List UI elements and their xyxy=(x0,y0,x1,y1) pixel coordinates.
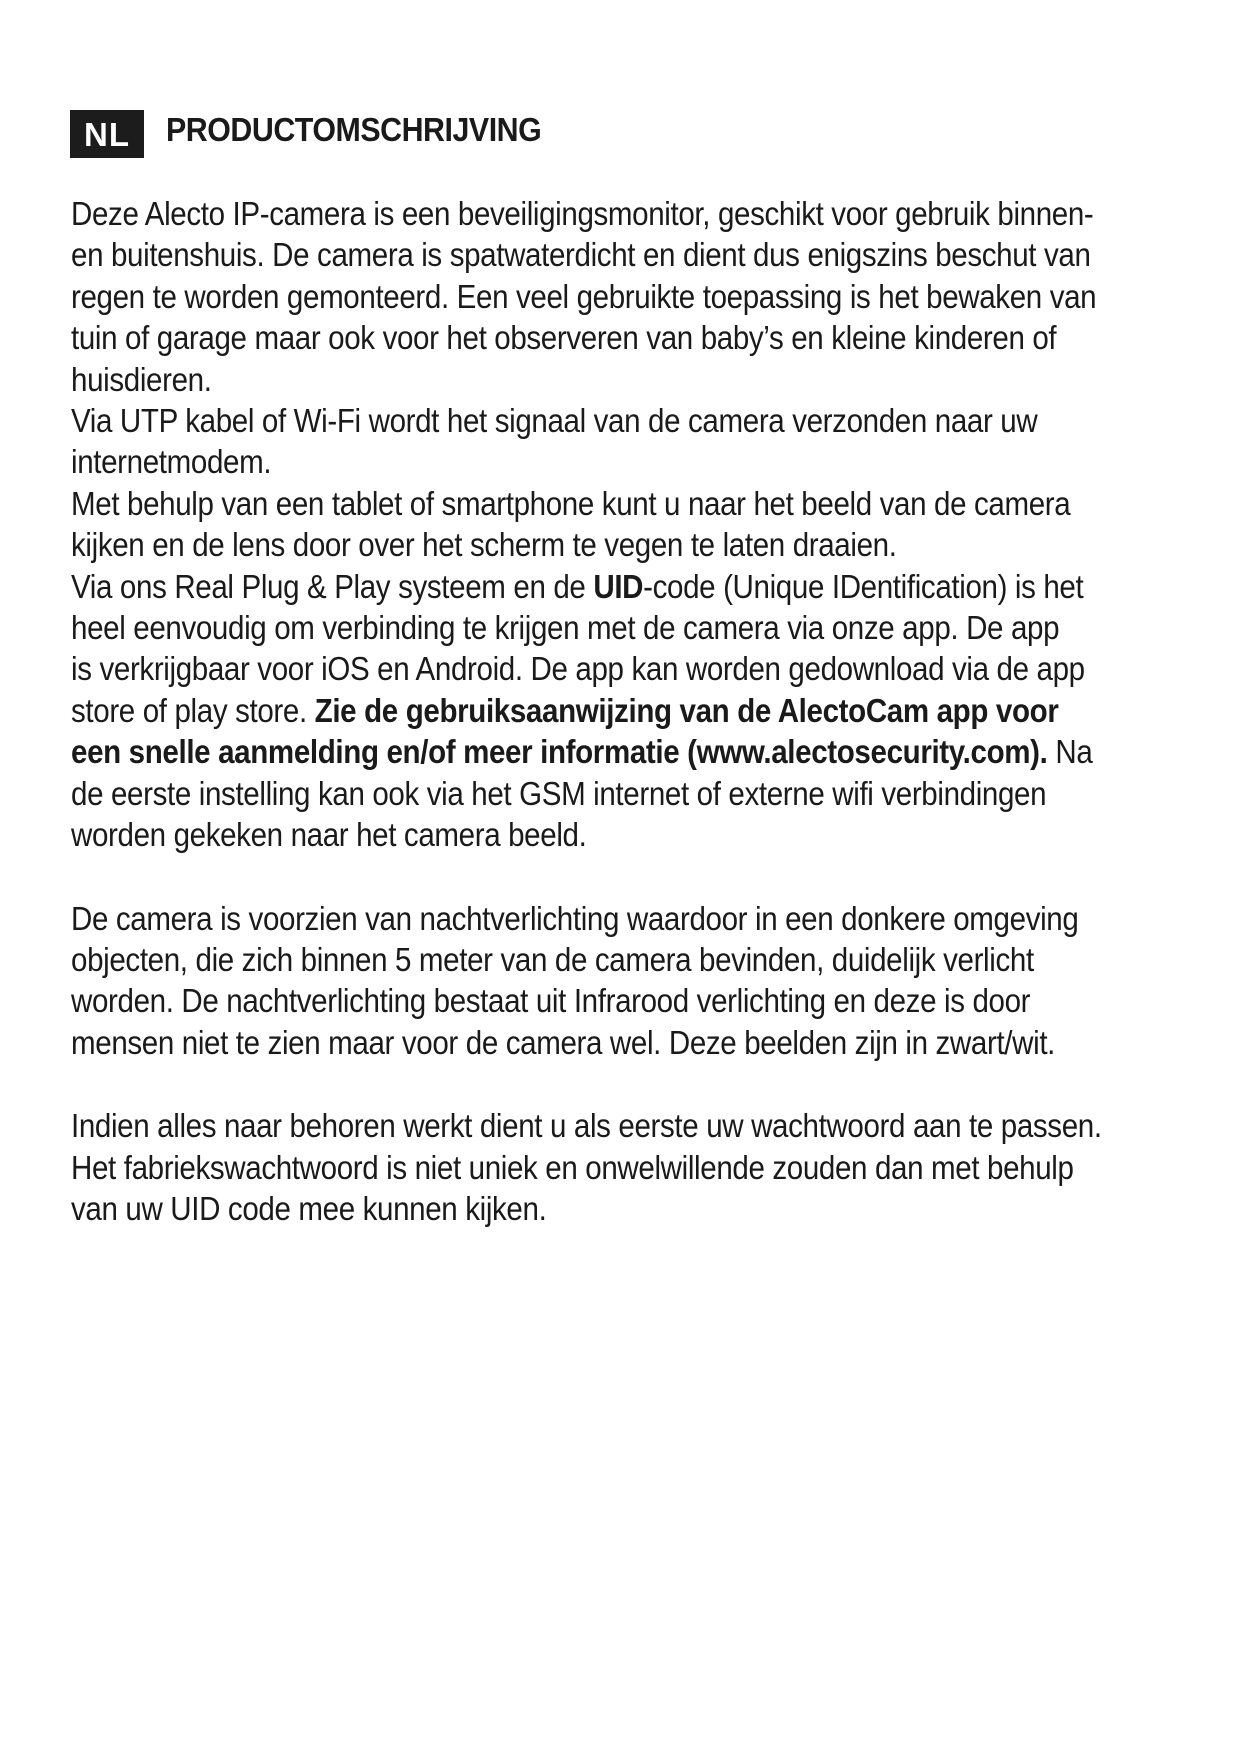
text-line: Deze Alecto IP-camera is een beveiligingsmonitor, geschikt voor gebruik binnen- xyxy=(71,195,1094,232)
text-segment: Na xyxy=(1047,733,1093,771)
text-line: heel eenvoudig om verbinding te krijgen met de camera via onze app. De app xyxy=(71,609,1060,647)
text-line: Indien alles naar behoren werkt dient u als eerste uw wachtwoord aan te passen. xyxy=(71,1107,1102,1145)
text-segment: store of play store. xyxy=(71,691,315,729)
text-line: van uw UID code mee kunnen kijken. xyxy=(71,1189,547,1227)
document-body xyxy=(71,193,1241,1229)
text-line: Via UTP kabel of Wi-Fi wordt het signaal van de camera verzonden naar uw xyxy=(71,402,1038,440)
language-badge: NL xyxy=(70,110,144,158)
text-line: en buitenshuis. De camera is spatwaterdicht en dient dus enigszins beschut van xyxy=(71,236,1091,274)
uid-emphasis: UID xyxy=(593,567,644,605)
section-header xyxy=(70,110,574,158)
text-segment: -code (Unique IDentification) is het xyxy=(643,567,1084,605)
section-title: PRODUCTOMSCHRIJVING xyxy=(166,111,542,148)
paragraph-viewing xyxy=(71,483,1241,566)
paragraph-spacer xyxy=(71,856,1241,898)
manual-reference-emphasis: een snelle aanmelding en/of meer informatie (www.alectosecurity.com). xyxy=(71,733,1048,771)
text-line: huisdieren. xyxy=(71,360,212,398)
paragraph-connection xyxy=(71,400,1241,483)
text-line: regen te worden gemonteerd. Een veel gebruikte toepassing is het bewaken van xyxy=(71,277,1097,315)
paragraph-setup xyxy=(71,566,1241,856)
paragraph-password xyxy=(71,1105,1241,1229)
text-line: de eerste instelling kan ook via het GSM internet of externe wifi verbindingen xyxy=(71,774,1047,812)
text-line: worden gekeken naar het camera beeld. xyxy=(71,816,587,854)
text-line: kijken en de lens door over het scherm te vegen te laten draaien. xyxy=(71,526,897,564)
text-line: De camera is voorzien van nachtverlichting waardoor in een donkere omgeving xyxy=(71,899,1079,937)
text-line: worden. De nachtverlichting bestaat uit Infrarood verlichting en deze is door xyxy=(71,982,1031,1020)
text-line: Het fabriekswachtwoord is niet uniek en onwelwillende zouden dan met behulp xyxy=(71,1148,1074,1186)
manual-reference-emphasis: Zie de gebruiksaanwijzing van de AlectoCam app voor xyxy=(314,691,1059,729)
paragraph-spacer xyxy=(71,1063,1241,1105)
paragraph-intro xyxy=(71,193,1241,400)
text-segment: Via ons Real Plug & Play systeem en de xyxy=(71,567,594,605)
paragraph-night-vision xyxy=(71,898,1241,1064)
text-line: Met behulp van een tablet of smartphone kunt u naar het beeld van de camera xyxy=(71,484,1071,522)
text-line: objecten, die zich binnen 5 meter van de camera bevinden, duidelijk verlicht xyxy=(71,940,1034,978)
text-line: tuin of garage maar ook voor het observeren van baby’s en kleine kinderen of xyxy=(71,319,1057,357)
text-line: internetmodem. xyxy=(71,443,272,481)
text-line: mensen niet te zien maar voor de camera wel. Deze beelden zijn in zwart/wit. xyxy=(71,1023,1056,1061)
text-line: is verkrijgbaar voor iOS en Android. De app kan worden gedownload via de app xyxy=(71,650,1085,688)
